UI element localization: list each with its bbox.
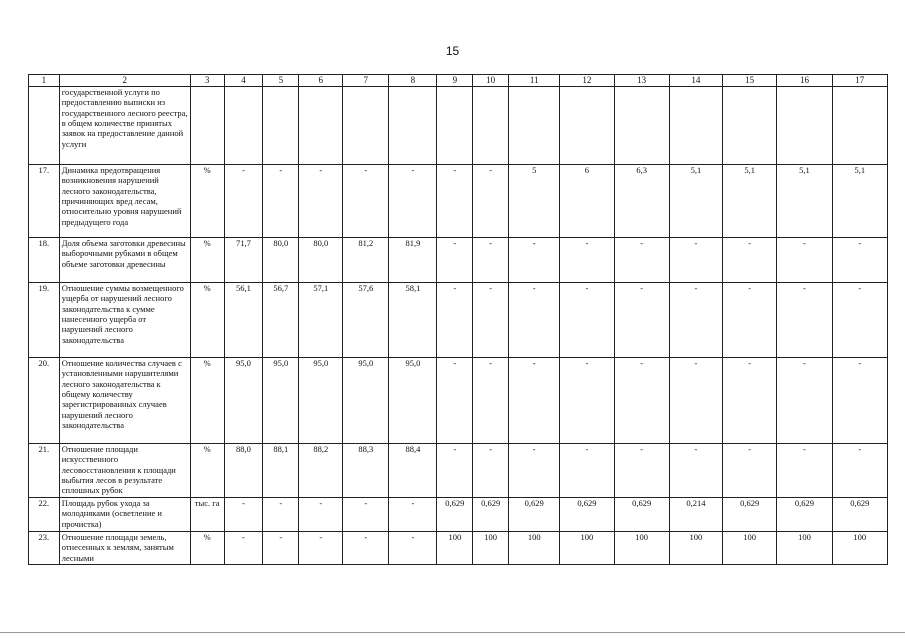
table-row <box>29 238 888 283</box>
unit-of-measure: % <box>190 532 224 565</box>
indicator-value: 0,214 <box>669 498 722 532</box>
unit-of-measure: % <box>190 238 224 283</box>
indicator-value: 88,2 <box>299 444 343 498</box>
indicator-value <box>299 87 343 165</box>
row-number: 22. <box>29 498 60 532</box>
indicator-value: 88,0 <box>224 444 263 498</box>
unit-of-measure: тыс. га <box>190 498 224 532</box>
indicator-name: Площадь рубок ухода за молодняками (осветление и прочистка) <box>59 498 190 532</box>
indicator-value: - <box>473 283 509 358</box>
indicator-value: 0,629 <box>723 498 777 532</box>
indicator-value: 0,629 <box>437 498 473 532</box>
row-number: 20. <box>29 358 60 444</box>
indicator-value: - <box>777 444 832 498</box>
indicator-value: - <box>224 498 263 532</box>
indicator-value: 95,0 <box>263 358 299 444</box>
indicator-value: - <box>669 283 722 358</box>
indicator-name: Доля объема заготовки древесины выборочными рубками в общем объеме заготовки древесины <box>59 238 190 283</box>
indicator-value: - <box>509 444 560 498</box>
row-number <box>29 87 60 165</box>
indicator-value: - <box>614 283 669 358</box>
indicator-value: - <box>343 165 389 238</box>
table-row <box>29 358 888 444</box>
column-header-7: 7 <box>343 75 389 87</box>
column-header-16: 16 <box>777 75 832 87</box>
column-header-1: 1 <box>29 75 60 87</box>
indicator-value <box>343 87 389 165</box>
indicator-value: - <box>224 532 263 565</box>
indicator-value: - <box>473 358 509 444</box>
indicator-value: 100 <box>669 532 722 565</box>
indicator-value: - <box>560 358 614 444</box>
indicator-value: 95,0 <box>343 358 389 444</box>
indicator-value: 80,0 <box>299 238 343 283</box>
indicator-value: - <box>299 165 343 238</box>
indicator-value: - <box>832 358 887 444</box>
indicator-value: - <box>389 165 437 238</box>
indicator-value: - <box>437 165 473 238</box>
indicator-value: - <box>723 358 777 444</box>
indicator-value: - <box>723 238 777 283</box>
indicator-value: 6 <box>560 165 614 238</box>
indicator-value: 0,629 <box>832 498 887 532</box>
indicator-value: - <box>723 283 777 358</box>
indicator-name: Отношение суммы возмещенного ущерба от нарушений лесного законодательства к сумме нанесенного ущерба от нарушений лесного законодательства <box>59 283 190 358</box>
indicator-value: - <box>473 165 509 238</box>
indicator-value: - <box>437 444 473 498</box>
indicator-value: - <box>509 238 560 283</box>
indicator-value: - <box>669 358 722 444</box>
indicator-value <box>473 87 509 165</box>
indicator-value <box>389 87 437 165</box>
indicator-value: 71,7 <box>224 238 263 283</box>
indicator-value: 100 <box>723 532 777 565</box>
table-row <box>29 87 888 165</box>
indicator-value <box>614 87 669 165</box>
row-number: 19. <box>29 283 60 358</box>
column-header-9: 9 <box>437 75 473 87</box>
indicator-value: 95,0 <box>299 358 343 444</box>
indicator-value: - <box>832 238 887 283</box>
column-header-3: 3 <box>190 75 224 87</box>
indicator-name: государственной услуги по предоставлению выписки из государственного лесного реестра, в общем количестве принятых заявок на предоставление данной услуги <box>59 87 190 165</box>
indicator-value: 100 <box>614 532 669 565</box>
indicator-value: - <box>777 358 832 444</box>
indicator-value <box>832 87 887 165</box>
indicator-value: 5 <box>509 165 560 238</box>
indicator-value: 80,0 <box>263 238 299 283</box>
page-number: 15 <box>445 44 460 58</box>
indicator-value: - <box>614 358 669 444</box>
indicator-value: - <box>389 498 437 532</box>
indicator-value: 100 <box>560 532 614 565</box>
indicator-value: - <box>777 283 832 358</box>
indicator-value <box>723 87 777 165</box>
indicator-value: 57,6 <box>343 283 389 358</box>
indicator-value: - <box>473 238 509 283</box>
indicator-value: - <box>669 444 722 498</box>
indicator-value: 5,1 <box>669 165 722 238</box>
indicator-name: Динамика предотвращения возникновения нарушений лесного законодательства, причиняющих вред лесам, относительно уровня нарушений предыдущего года <box>59 165 190 238</box>
indicators-table <box>28 74 888 565</box>
table-row <box>29 532 888 565</box>
indicator-value: 95,0 <box>389 358 437 444</box>
indicator-value <box>263 87 299 165</box>
indicator-value: - <box>669 238 722 283</box>
indicator-value <box>224 87 263 165</box>
table-header-row <box>29 75 888 87</box>
unit-of-measure: % <box>190 165 224 238</box>
column-header-6: 6 <box>299 75 343 87</box>
indicator-name: Отношение площади земель, отнесенных к землям, занятым лесными <box>59 532 190 565</box>
indicator-name: Отношение площади искусственного лесовосстановления к площади выбытия лесов в результате сплошных рубок <box>59 444 190 498</box>
indicator-value: 0,629 <box>560 498 614 532</box>
indicator-value: 5,1 <box>832 165 887 238</box>
indicator-value: 6,3 <box>614 165 669 238</box>
indicator-value: - <box>509 358 560 444</box>
indicator-value: 58,1 <box>389 283 437 358</box>
table-row <box>29 165 888 238</box>
indicator-value: - <box>614 238 669 283</box>
indicator-value: - <box>224 165 263 238</box>
indicator-value: 100 <box>437 532 473 565</box>
indicator-value: 5,1 <box>777 165 832 238</box>
column-header-11: 11 <box>509 75 560 87</box>
column-header-13: 13 <box>614 75 669 87</box>
indicator-value: - <box>437 358 473 444</box>
indicator-value: - <box>509 283 560 358</box>
indicator-value: 56,7 <box>263 283 299 358</box>
indicator-value: 0,629 <box>473 498 509 532</box>
indicator-value: - <box>832 283 887 358</box>
indicator-value: 5,1 <box>723 165 777 238</box>
indicator-value: 81,2 <box>343 238 389 283</box>
indicator-value: 100 <box>777 532 832 565</box>
indicator-value: 88,1 <box>263 444 299 498</box>
indicator-value <box>560 87 614 165</box>
indicator-value: - <box>263 165 299 238</box>
indicator-value: - <box>343 532 389 565</box>
indicator-value <box>509 87 560 165</box>
indicator-value: - <box>263 532 299 565</box>
indicator-value <box>777 87 832 165</box>
indicator-value: - <box>614 444 669 498</box>
indicator-value: - <box>343 498 389 532</box>
table-row <box>29 283 888 358</box>
row-number: 18. <box>29 238 60 283</box>
indicator-value: - <box>832 444 887 498</box>
column-header-12: 12 <box>560 75 614 87</box>
indicator-value: 88,4 <box>389 444 437 498</box>
indicator-value: 88,3 <box>343 444 389 498</box>
indicator-value: - <box>560 283 614 358</box>
column-header-14: 14 <box>669 75 722 87</box>
column-header-2: 2 <box>59 75 190 87</box>
indicator-value: 0,629 <box>509 498 560 532</box>
indicator-value: - <box>473 444 509 498</box>
row-number: 17. <box>29 165 60 238</box>
unit-of-measure: % <box>190 283 224 358</box>
unit-of-measure: % <box>190 444 224 498</box>
indicator-value: 81,9 <box>389 238 437 283</box>
column-header-5: 5 <box>263 75 299 87</box>
indicator-value: - <box>299 532 343 565</box>
table-row <box>29 444 888 498</box>
indicator-value: - <box>723 444 777 498</box>
indicator-value: - <box>299 498 343 532</box>
indicator-value: - <box>389 532 437 565</box>
column-header-4: 4 <box>224 75 263 87</box>
indicator-value: 56,1 <box>224 283 263 358</box>
indicator-value: - <box>437 283 473 358</box>
row-number: 21. <box>29 444 60 498</box>
column-header-15: 15 <box>723 75 777 87</box>
indicator-value <box>437 87 473 165</box>
indicator-value: - <box>263 498 299 532</box>
indicator-value: - <box>777 238 832 283</box>
indicator-value: - <box>437 238 473 283</box>
indicator-value <box>669 87 722 165</box>
indicator-value: 0,629 <box>614 498 669 532</box>
scan-edge-line <box>0 632 905 633</box>
unit-of-measure <box>190 87 224 165</box>
indicator-value: 100 <box>509 532 560 565</box>
indicator-name: Отношение количества случаев с установленными нарушителями лесного законодательства к общему количеству зарегистрированных случаев нарушений лесного законодательства <box>59 358 190 444</box>
column-header-10: 10 <box>473 75 509 87</box>
indicator-value: 95,0 <box>224 358 263 444</box>
indicator-value: - <box>560 238 614 283</box>
row-number: 23. <box>29 532 60 565</box>
indicator-value: 100 <box>832 532 887 565</box>
unit-of-measure: % <box>190 358 224 444</box>
column-header-17: 17 <box>832 75 887 87</box>
indicator-value: - <box>560 444 614 498</box>
indicator-value: 0,629 <box>777 498 832 532</box>
column-header-8: 8 <box>389 75 437 87</box>
indicator-value: 57,1 <box>299 283 343 358</box>
table-row <box>29 498 888 532</box>
indicator-value: 100 <box>473 532 509 565</box>
